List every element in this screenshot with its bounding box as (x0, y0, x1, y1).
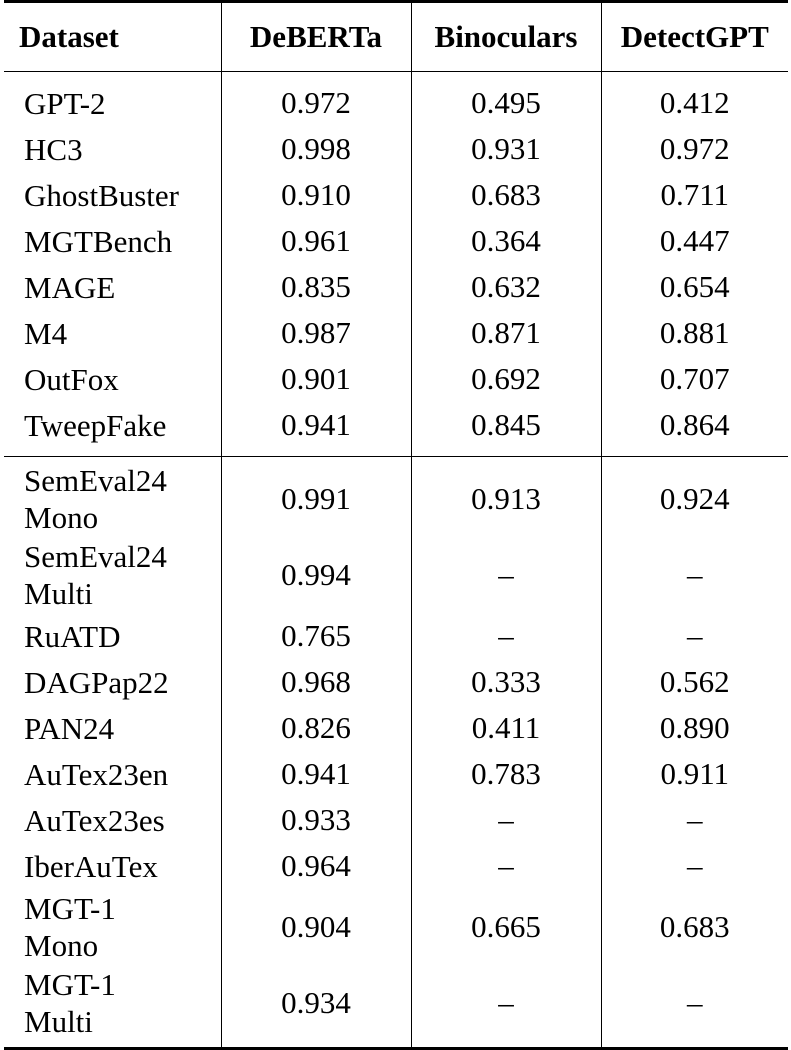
dataset-name-line: OutFox (24, 361, 119, 397)
table-row (4, 889, 788, 965)
dataset-name-line: Multi (24, 1004, 93, 1039)
dataset-name-line: Mono (24, 500, 99, 535)
dataset-name-line: Mono (24, 928, 99, 963)
table-row (4, 172, 788, 218)
table-row (4, 613, 788, 659)
dataset-name-line: HC3 (24, 131, 83, 167)
deberta-score-cell: 0.968 (221, 659, 411, 705)
detectgpt-score-cell: – (601, 965, 788, 1049)
binoculars-score-cell: 0.871 (411, 310, 601, 356)
detectgpt-score-cell: 0.881 (601, 310, 788, 356)
detectgpt-score-cell: 0.683 (601, 889, 788, 965)
dataset-name-line: MAGE (24, 269, 116, 305)
dataset-name-line: AuTex23en (24, 756, 169, 792)
dataset-name-cell (4, 402, 221, 457)
dataset-name-cell (4, 457, 221, 538)
table-row (4, 965, 788, 1049)
deberta-score-cell: 0.934 (221, 965, 411, 1049)
dataset-name-line: MGTBench (24, 223, 173, 259)
dataset-name-line: DAGPap22 (24, 664, 169, 700)
deberta-score-cell: 0.765 (221, 613, 411, 659)
table-row (4, 264, 788, 310)
header-detectgpt: DetectGPT (601, 2, 788, 72)
dataset-name-line: GPT-2 (24, 85, 106, 121)
dataset-name-line: SemEval24 (24, 539, 167, 574)
dataset-name-line: MGT-1 (24, 891, 116, 926)
detectgpt-score-cell: 0.412 (601, 72, 788, 127)
dataset-name-line: IberAuTex (24, 848, 158, 884)
dataset-name-cell (4, 965, 221, 1049)
table-row (4, 218, 788, 264)
binoculars-score-cell: – (411, 537, 601, 613)
binoculars-score-cell: 0.913 (411, 457, 601, 538)
detectgpt-score-cell: 0.890 (601, 705, 788, 751)
table-header (4, 2, 788, 72)
table-row (4, 705, 788, 751)
results-table (4, 0, 788, 1050)
dataset-name-cell (4, 218, 221, 264)
deberta-score-cell: 0.826 (221, 705, 411, 751)
dataset-name-line: PAN24 (24, 710, 115, 746)
binoculars-score-cell: – (411, 965, 601, 1049)
dataset-name-cell (4, 172, 221, 218)
table-row (4, 843, 788, 889)
detectgpt-score-cell: 0.864 (601, 402, 788, 457)
deberta-score-cell: 0.835 (221, 264, 411, 310)
table-row (4, 402, 788, 457)
detectgpt-score-cell: 0.911 (601, 751, 788, 797)
binoculars-score-cell: 0.683 (411, 172, 601, 218)
table-row (4, 126, 788, 172)
binoculars-score-cell: 0.692 (411, 356, 601, 402)
dataset-name-line: MGT-1 (24, 967, 116, 1002)
binoculars-score-cell: 0.845 (411, 402, 601, 457)
detectgpt-score-cell: – (601, 537, 788, 613)
header-dataset: Dataset (4, 2, 221, 72)
dataset-name-cell (4, 659, 221, 705)
dataset-name-cell (4, 613, 221, 659)
binoculars-score-cell: – (411, 843, 601, 889)
table-row (4, 457, 788, 538)
deberta-score-cell: 0.994 (221, 537, 411, 613)
dataset-name-cell (4, 264, 221, 310)
binoculars-score-cell: 0.665 (411, 889, 601, 965)
table-group-1 (4, 72, 788, 457)
deberta-score-cell: 0.933 (221, 797, 411, 843)
dataset-name-cell (4, 537, 221, 613)
detectgpt-score-cell: 0.972 (601, 126, 788, 172)
detectgpt-score-cell: 0.707 (601, 356, 788, 402)
table-row (4, 537, 788, 613)
deberta-score-cell: 0.987 (221, 310, 411, 356)
binoculars-score-cell: 0.495 (411, 72, 601, 127)
table-row (4, 356, 788, 402)
binoculars-score-cell: 0.783 (411, 751, 601, 797)
dataset-name-cell (4, 889, 221, 965)
deberta-score-cell: 0.941 (221, 751, 411, 797)
dataset-name-cell (4, 126, 221, 172)
dataset-name-cell (4, 705, 221, 751)
deberta-score-cell: 0.961 (221, 218, 411, 264)
dataset-name-cell (4, 310, 221, 356)
binoculars-score-cell: 0.411 (411, 705, 601, 751)
dataset-name-line: SemEval24 (24, 463, 167, 498)
table-row (4, 310, 788, 356)
deberta-score-cell: 0.972 (221, 72, 411, 127)
deberta-score-cell: 0.941 (221, 402, 411, 457)
deberta-score-cell: 0.964 (221, 843, 411, 889)
table-group-2 (4, 457, 788, 1049)
table-row (4, 659, 788, 705)
dataset-name-line: GhostBuster (24, 177, 179, 213)
binoculars-score-cell: 0.931 (411, 126, 601, 172)
dataset-name-cell (4, 72, 221, 127)
deberta-score-cell: 0.991 (221, 457, 411, 538)
dataset-name-line: TweepFake (24, 407, 167, 443)
binoculars-score-cell: – (411, 613, 601, 659)
detectgpt-score-cell: 0.711 (601, 172, 788, 218)
binoculars-score-cell: 0.364 (411, 218, 601, 264)
header-binoculars: Binoculars (411, 2, 601, 72)
binoculars-score-cell: – (411, 797, 601, 843)
header-deberta: DeBERTa (221, 2, 411, 72)
detectgpt-score-cell: 0.654 (601, 264, 788, 310)
detectgpt-score-cell: 0.924 (601, 457, 788, 538)
binoculars-score-cell: 0.632 (411, 264, 601, 310)
dataset-name-cell (4, 843, 221, 889)
deberta-score-cell: 0.910 (221, 172, 411, 218)
table-row (4, 72, 788, 127)
table-row (4, 797, 788, 843)
dataset-name-line: AuTex23es (24, 802, 165, 838)
dataset-name-cell (4, 356, 221, 402)
detectgpt-score-cell: – (601, 613, 788, 659)
binoculars-score-cell: 0.333 (411, 659, 601, 705)
dataset-name-line: Multi (24, 576, 93, 611)
deberta-score-cell: 0.998 (221, 126, 411, 172)
dataset-name-line: M4 (24, 315, 68, 351)
detectgpt-score-cell: 0.562 (601, 659, 788, 705)
table-row (4, 751, 788, 797)
deberta-score-cell: 0.904 (221, 889, 411, 965)
detectgpt-score-cell: – (601, 843, 788, 889)
header-row (4, 2, 788, 72)
detectgpt-score-cell: 0.447 (601, 218, 788, 264)
dataset-name-cell (4, 751, 221, 797)
deberta-score-cell: 0.901 (221, 356, 411, 402)
dataset-name-cell (4, 797, 221, 843)
dataset-name-line: RuATD (24, 618, 121, 654)
detectgpt-score-cell: – (601, 797, 788, 843)
